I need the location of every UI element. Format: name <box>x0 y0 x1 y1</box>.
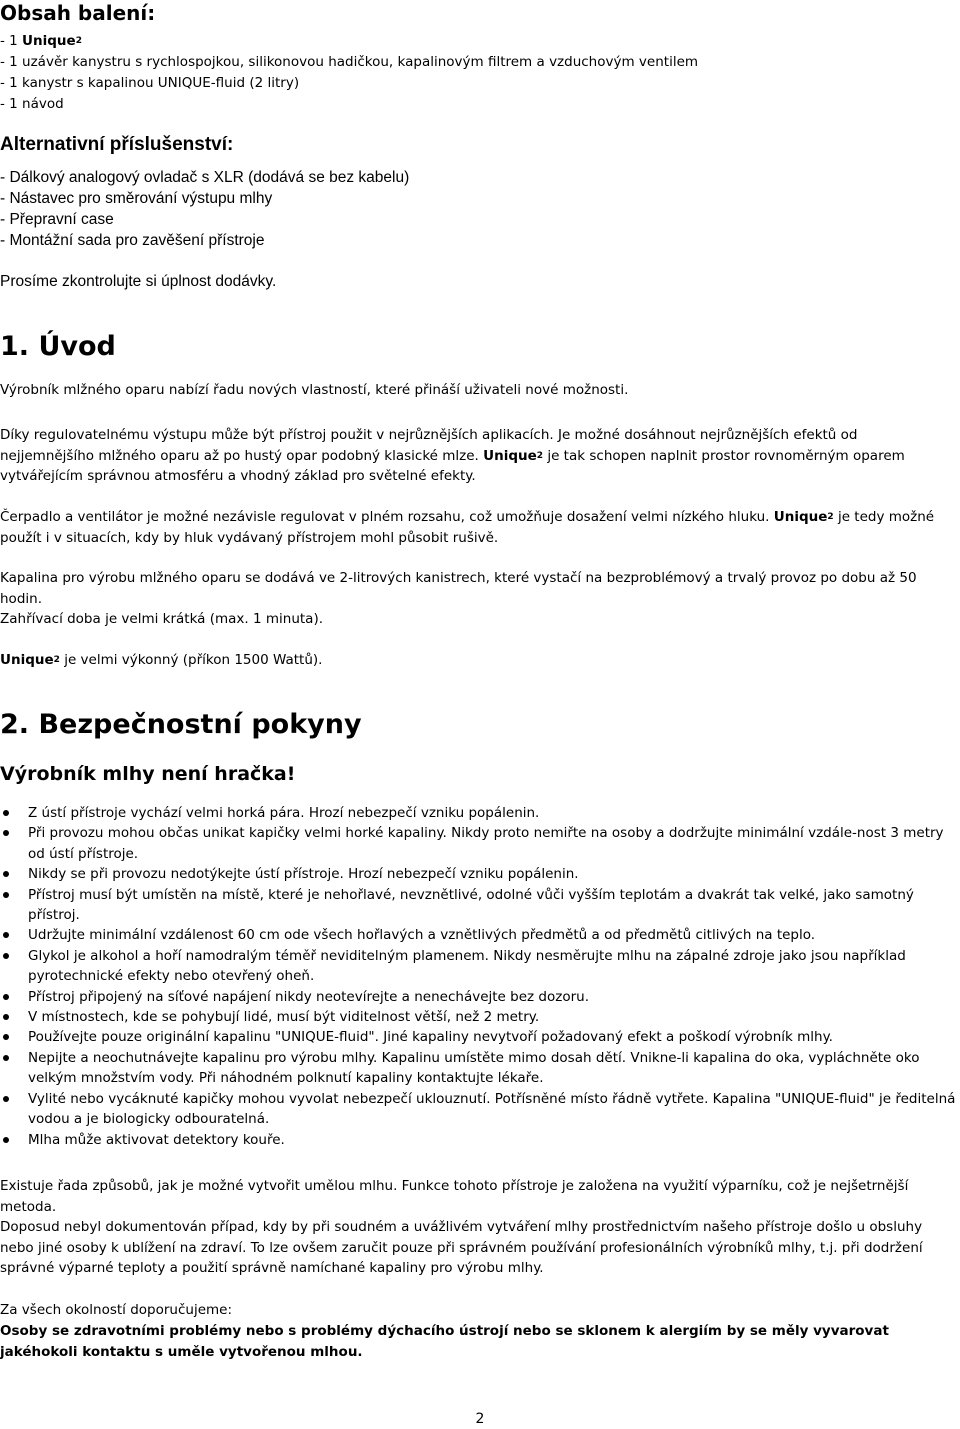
bullet-icon <box>3 1055 9 1061</box>
accessories-list <box>0 167 409 251</box>
methods-paragraph: Doposud nebyl dokumentován případ, kdy by při soudném a uvážlivém vytváření mlhy prostřednictvím našeho přístroje došlo u obsluhy nebo jiné osoby k ublížení na zdraví. To lze ovšem zaručit pouze při správném používání profesionálních výrobníků mlhy, t.j. při dodržení správné výparné teploty a použití správně namíchané kapaliny pro výrobu mlhy. <box>0 1219 923 1276</box>
safety-item-text: Nikdy se při provozu nedotýkejte ústí přístroje. Hrozí nebezpečí vzniku popálenin. <box>28 866 579 883</box>
text-run: je tedy možné použít i v situacích, kdy by hluk vydávaný přístrojem mohl působit rušivě. <box>0 509 935 546</box>
contents-item: - 1 kanystr s kapalinou UNIQUE-fluid (2 litry) <box>0 75 300 91</box>
text-run: Díky regulovatelnému výstupu může být přístroj použit v nejrůznějších aplikacích. Je možné dosáhnout nejrůznějších efektů od nejjemnějšího mlžného oparu až po hustý opar podobný klasické mlze. <box>0 427 858 464</box>
brand-name: Unique <box>483 447 537 464</box>
accessory-item: - Montážní sada pro zavěšení přístroje <box>0 232 265 249</box>
accessory-item: - Nástavec pro směrování výstupu mlhy <box>0 190 273 207</box>
contents-item-prefix: - 1 <box>0 33 23 49</box>
brand-superscript: 2 <box>827 512 834 522</box>
safety-item-text: V místnostech, kde se pohybují lidé, musí být viditelnost větší, než 2 metry. <box>28 1009 540 1026</box>
accessory-item: - Dálkový analogový ovladač s XLR (dodává se bez kabelu) <box>0 169 410 186</box>
safety-item <box>0 946 960 987</box>
safety-item-text: Udržujte minimální vzdálenost 60 cm ode všech hořlavých a vznětlivých předmětů a od předmětů citlivých na teplo. <box>28 927 816 944</box>
bullet-icon <box>3 1096 9 1102</box>
intro-paragraph <box>0 650 955 671</box>
safety-item-text: Při provozu mohou občas unikat kapičky velmi horké kapaliny. Nikdy proto nemiřte na osoby a dodržujte minimální vzdále-nost 3 metry od ústí přístroje. <box>28 825 944 862</box>
safety-item-text: Přístroj musí být umístěn na místě, které je nehořlavé, nevznětlivé, odolné vůči vyšším teplotám a dvakrát tak velké, jako samotný přístroj. <box>28 886 914 924</box>
bullet-icon <box>3 994 9 1000</box>
safety-item <box>0 864 960 884</box>
intro-paragraph: Kapalina pro výrobu mlžného oparu se dodává ve 2-litrových kanistrech, které vystačí na bezproblémový a trvalý provoz po dobu až 50 hodin. <box>0 570 917 607</box>
accessories-heading: Alternativní příslušenství: <box>0 134 234 155</box>
safety-subheading: Výrobník mlhy není hračka! <box>0 763 296 785</box>
methods-paragraph: Existuje řada způsobů, jak je možné vytvořit umělou mlhu. Funkce tohoto přístroje je založena na využití výparníku, což je nejšetrnější metoda. <box>0 1178 909 1215</box>
safety-item-text: Glykol je alkohol a hoří namodralým téměř neviditelným plamenem. Nikdy nesměrujte mlhu na zápalné zdroje jako jsou například pyrotechnické efekty nebo otevřený oheň. <box>28 947 906 985</box>
safety-item <box>0 803 960 823</box>
bullet-icon <box>3 810 9 816</box>
safety-item-text: Používejte pouze originální kapalinu "UNIQUE-fluid". Jiné kapaliny nevytvoří požadovaný efekt a poškodí výrobník mlhy. <box>28 1029 833 1046</box>
contents-list <box>0 31 698 115</box>
safety-item-text: Vylité nebo vycáknuté kapičky mohou vyvolat nebezpečí uklouznutí. Potřísněné místo řádně vytřete. Kapalina "UNIQUE-fluid" je ředitelná vodou a je biologicky odbouratelná. <box>28 1090 956 1128</box>
safety-item-text: Přístroj připojený na síťové napájení nikdy neotevírejte a nenechávejte bez dozoru. <box>28 988 589 1005</box>
safety-item-text: Nepijte a neochutnávejte kapalinu pro výrobu mlhy. Kapalinu umístěte mimo dosah dětí. Vnikne-li kapalina do oka, vypláchněte oko velkým množstvím vody. Při náhodném polknutí kapaliny kontaktujte lékaře. <box>28 1049 920 1087</box>
brand-superscript: 2 <box>536 450 544 461</box>
safety-item <box>0 1089 960 1130</box>
bullet-icon <box>3 1034 9 1040</box>
contents-item <box>0 31 698 52</box>
safety-item <box>0 1007 960 1027</box>
bullet-icon <box>3 953 9 959</box>
contents-item: - 1 návod <box>0 96 64 112</box>
text-run: je tak schopen naplnit prostor rovnoměrným oparem vytvářejícím správnou atmosféru a vhodný základ pro světelné efekty. <box>0 447 905 484</box>
brand-name: Unique <box>773 509 828 525</box>
contents-heading: Obsah balení: <box>0 1 156 25</box>
recommend-label: Za všech okolností doporučujeme: <box>0 1302 233 1318</box>
text-run: je velmi výkonný (příkon 1500 Wattů). <box>59 652 323 668</box>
check-note: Prosíme zkontrolujte si úplnost dodávky. <box>0 273 277 290</box>
brand-name: Unique <box>22 33 76 49</box>
safety-item <box>0 987 960 1007</box>
bullet-icon <box>3 1014 9 1020</box>
brand-superscript: 2 <box>75 36 82 46</box>
intro-paragraph: Výrobník mlžného oparu nabízí řadu nových vlastností, které přináší uživateli nové možnosti. <box>0 382 629 398</box>
safety-item <box>0 925 960 945</box>
safety-list <box>0 803 960 1150</box>
safety-item-text: Z ústí přístroje vychází velmi horká pára. Hrozí nebezpečí vzniku popálenin. <box>28 805 540 821</box>
intro-heading: 1. Úvod <box>0 331 116 362</box>
recommend-warning: Osoby se zdravotními problémy nebo s problémy dýchacího ústrojí nebo se sklonem k alergiím by se měly vyvarovat jakéhokoli kontaktu s uměle vytvořenou mlhou. <box>0 1323 889 1360</box>
intro-paragraph <box>0 425 955 487</box>
accessory-item: - Přepravní case <box>0 211 114 228</box>
bullet-icon <box>3 932 9 938</box>
safety-item <box>0 823 960 864</box>
bullet-icon <box>3 830 9 836</box>
brand-name: Unique <box>0 652 54 668</box>
intro-paragraph: Zahřívací doba je velmi krátká (max. 1 minuta). <box>0 611 324 627</box>
bullet-icon <box>3 892 9 898</box>
safety-item <box>0 885 960 926</box>
brand-superscript: 2 <box>53 655 60 665</box>
contents-item: - 1 uzávěr kanystru s rychlospojkou, silikonovou hadičkou, kapalinovým filtrem a vzduchovým ventilem <box>0 54 699 70</box>
safety-item <box>0 1027 960 1047</box>
intro-paragraph <box>0 507 955 548</box>
bullet-icon <box>3 1137 9 1143</box>
text-run: Čerpadlo a ventilátor je možné nezávisle regulovat v plném rozsahu, což umožňuje dosažení velmi nízkého hluku. <box>0 509 774 525</box>
bullet-icon <box>3 871 9 877</box>
safety-heading: 2. Bezpečnostní pokyny <box>0 709 362 740</box>
safety-item <box>0 1130 960 1150</box>
page-number: 2 <box>475 1411 485 1427</box>
safety-item <box>0 1048 960 1089</box>
safety-item-text: Mlha může aktivovat detektory kouře. <box>28 1131 285 1148</box>
